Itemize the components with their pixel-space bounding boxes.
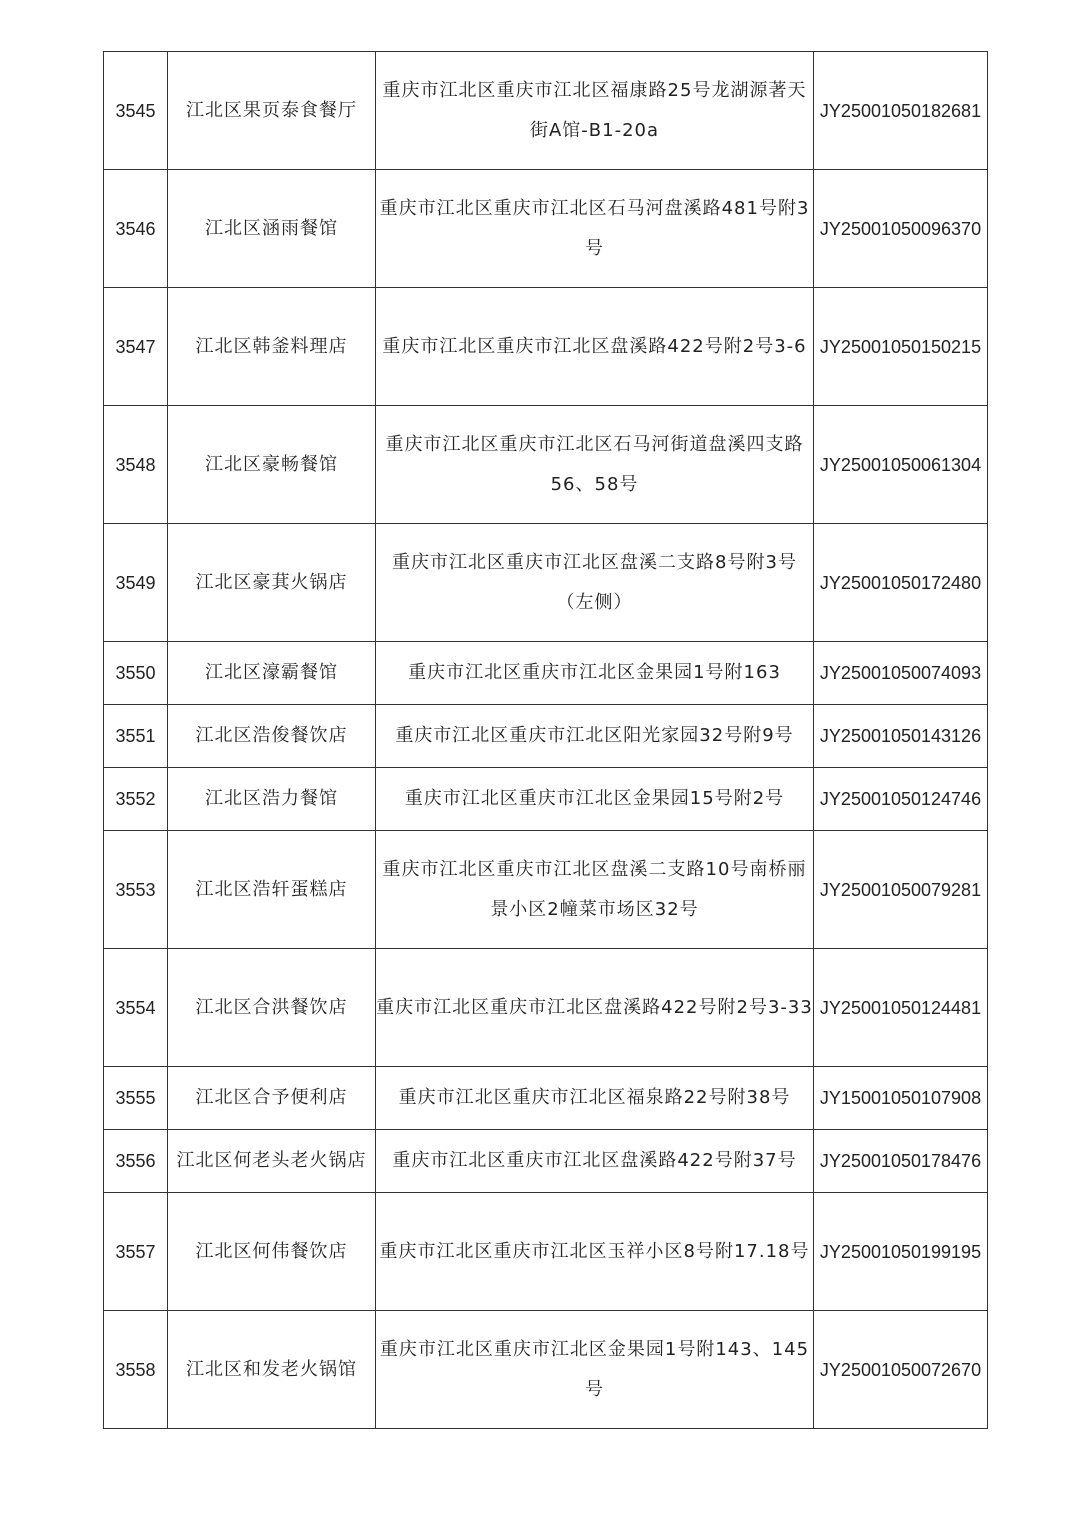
row-number: 3548 <box>104 406 168 524</box>
table-row <box>104 949 988 1067</box>
table-row <box>104 1130 988 1193</box>
business-address: 重庆市江北区重庆市江北区盘溪二支路10号南桥丽景小区2幢菜市场区32号 <box>376 831 814 949</box>
table-row <box>104 406 988 524</box>
row-number: 3546 <box>104 170 168 288</box>
business-address: 重庆市江北区重庆市江北区盘溪二支路8号附3号（左侧） <box>376 524 814 642</box>
business-address: 重庆市江北区重庆市江北区盘溪路422号附37号 <box>376 1130 814 1193</box>
license-number: JY25001050124746 <box>814 768 988 831</box>
business-address: 重庆市江北区重庆市江北区福康路25号龙湖源著天街A馆-B1-20a <box>376 52 814 170</box>
row-number: 3550 <box>104 642 168 705</box>
license-number: JY25001050061304 <box>814 406 988 524</box>
row-number: 3551 <box>104 705 168 768</box>
business-address: 重庆市江北区重庆市江北区金果园1号附163 <box>376 642 814 705</box>
license-number: JY25001050143126 <box>814 705 988 768</box>
row-number: 3553 <box>104 831 168 949</box>
table-row <box>104 288 988 406</box>
table-row <box>104 1193 988 1311</box>
business-address: 重庆市江北区重庆市江北区盘溪路422号附2号3-33 <box>376 949 814 1067</box>
table-row <box>104 831 988 949</box>
license-number: JY25001050199195 <box>814 1193 988 1311</box>
business-name: 江北区韩釜料理店 <box>168 288 376 406</box>
row-number: 3549 <box>104 524 168 642</box>
business-name: 江北区浩轩蛋糕店 <box>168 831 376 949</box>
license-number: JY15001050107908 <box>814 1067 988 1130</box>
license-number: JY25001050096370 <box>814 170 988 288</box>
license-number: JY25001050079281 <box>814 831 988 949</box>
business-address: 重庆市江北区重庆市江北区金果园1号附143、145号 <box>376 1311 814 1429</box>
business-name: 江北区果页泰食餐厅 <box>168 52 376 170</box>
business-name: 江北区浩俊餐饮店 <box>168 705 376 768</box>
license-number: JY25001050172480 <box>814 524 988 642</box>
license-number: JY25001050074093 <box>814 642 988 705</box>
business-name: 江北区浩力餐馆 <box>168 768 376 831</box>
license-number: JY25001050072670 <box>814 1311 988 1429</box>
business-address: 重庆市江北区重庆市江北区石马河街道盘溪四支路56、58号 <box>376 406 814 524</box>
business-name: 江北区涵雨餐馆 <box>168 170 376 288</box>
license-number: JY25001050124481 <box>814 949 988 1067</box>
table-row <box>104 52 988 170</box>
records-table <box>103 51 988 1429</box>
business-name: 江北区豪畅餐馆 <box>168 406 376 524</box>
table-row <box>104 768 988 831</box>
table-row <box>104 524 988 642</box>
business-address: 重庆市江北区重庆市江北区福泉路22号附38号 <box>376 1067 814 1130</box>
business-address: 重庆市江北区重庆市江北区金果园15号附2号 <box>376 768 814 831</box>
business-name: 江北区何伟餐饮店 <box>168 1193 376 1311</box>
records-body <box>104 52 988 1429</box>
row-number: 3558 <box>104 1311 168 1429</box>
license-number: JY25001050182681 <box>814 52 988 170</box>
row-number: 3547 <box>104 288 168 406</box>
table-row <box>104 705 988 768</box>
business-address: 重庆市江北区重庆市江北区石马河盘溪路481号附3号 <box>376 170 814 288</box>
business-name: 江北区合予便利店 <box>168 1067 376 1130</box>
table-row <box>104 1311 988 1429</box>
business-name: 江北区濠霸餐馆 <box>168 642 376 705</box>
table-row <box>104 642 988 705</box>
table-row <box>104 1067 988 1130</box>
business-name: 江北区和发老火锅馆 <box>168 1311 376 1429</box>
row-number: 3552 <box>104 768 168 831</box>
row-number: 3556 <box>104 1130 168 1193</box>
business-address: 重庆市江北区重庆市江北区阳光家园32号附9号 <box>376 705 814 768</box>
business-name: 江北区豪萁火锅店 <box>168 524 376 642</box>
business-name: 江北区何老头老火锅店 <box>168 1130 376 1193</box>
row-number: 3545 <box>104 52 168 170</box>
row-number: 3557 <box>104 1193 168 1311</box>
table-row <box>104 170 988 288</box>
license-number: JY25001050178476 <box>814 1130 988 1193</box>
row-number: 3554 <box>104 949 168 1067</box>
license-number: JY25001050150215 <box>814 288 988 406</box>
business-address: 重庆市江北区重庆市江北区玉祥小区8号附17.18号 <box>376 1193 814 1311</box>
business-name: 江北区合洪餐饮店 <box>168 949 376 1067</box>
business-address: 重庆市江北区重庆市江北区盘溪路422号附2号3-6 <box>376 288 814 406</box>
row-number: 3555 <box>104 1067 168 1130</box>
